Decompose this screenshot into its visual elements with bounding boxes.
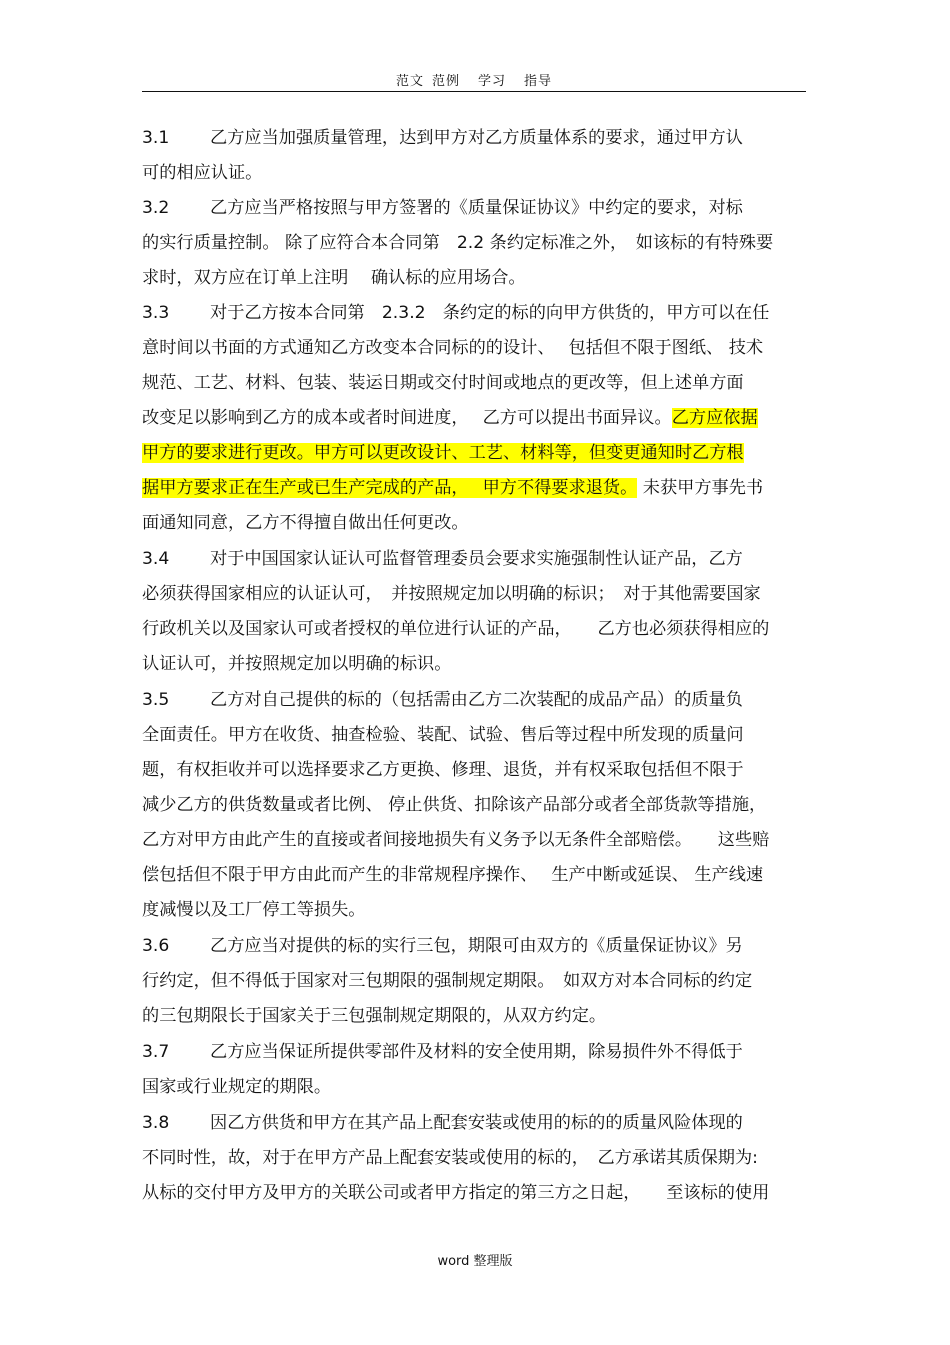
- header-item: 范例: [431, 74, 460, 89]
- clause-number: 3.4: [142, 549, 170, 569]
- clause-number: 3.5: [142, 690, 170, 710]
- clause-3-3-line: 3.3 对于乙方按本合同第 2.3.2 条约定的标的向甲方供货的，甲方可以在任: [142, 296, 806, 331]
- header-item: 指导: [524, 74, 553, 89]
- clause-number: 3.8: [142, 1113, 170, 1133]
- clause-3-5-line: 度减慢以及工厂停工等损失。: [142, 900, 366, 920]
- clause-3-6-line: 3.6 乙方应当对提供的标的实行三包，期限可由双方的《质量保证协议》另: [142, 929, 806, 964]
- clause-3-3-line: 规范、工艺、材料、包装、装运日期或交付时间或地点的更改等，但上述单方面: [142, 373, 744, 393]
- clause-3-4-line: 认证认可，并按照规定加以明确的标识。: [142, 654, 452, 674]
- clause-3-2-line: 求时，双方应在订单上注明 确认标的应用场合。: [142, 268, 526, 288]
- clause-3-2-line: 的实行质量控制。 除了应符合本合同第 2.2 条约定标准之外， 如该标的有特殊要: [142, 233, 774, 253]
- page-footer: word 整理版: [437, 1254, 513, 1269]
- clause-3-6-line: 行约定，但不得低于国家对三包期限的强制规定期限。 如双方对本合同标的约定: [142, 971, 753, 991]
- clause-3-6-line: 的三包期限长于国家关于三包强制规定期限的，从双方约定。: [142, 1006, 607, 1026]
- clause-3-4-line: 必须获得国家相应的认证认可， 并按照规定加以明确的标识； 对于其他需要国家: [142, 584, 761, 604]
- clause-number: 3.6: [142, 936, 170, 956]
- clause-number: 3.1: [142, 128, 170, 148]
- clause-3-4-line: 3.4 对于中国国家认证认可监督管理委员会要求实施强制性认证产品，乙方: [142, 542, 806, 577]
- header-item: 范文: [395, 74, 424, 89]
- clause-3-3-line: 据甲方要求正在生产或已生产完成的产品， 甲方不得要求退货。 未获甲方事先书: [142, 478, 764, 498]
- clause-number: 3.3: [142, 303, 170, 323]
- highlighted-text: 甲方的要求进行更改。甲方可以更改设计、工艺、材料等，但变更通知时乙方根: [142, 443, 744, 463]
- clause-3-2-line: 3.2 乙方应当严格按照与甲方签署的《质量保证协议》中约定的要求，对标: [142, 191, 806, 226]
- clause-3-5-line: 3.5 乙方对自己提供的标的（包括需由乙方二次装配的成品产品）的质量负: [142, 683, 806, 718]
- clause-3-5-line: 偿包括但不限于甲方由此而产生的非常规程序操作、 生产中断或延误、 生产线速: [142, 865, 764, 885]
- page-header: [142, 70, 806, 89]
- highlighted-text: 乙方应依据: [671, 408, 758, 428]
- header-item: 学习: [478, 74, 507, 89]
- clause-3-1-line: 3.1 乙方应当加强质量管理，达到甲方对乙方质量体系的要求，通过甲方认: [142, 121, 806, 156]
- clause-3-8-line: 3.8 因乙方供货和甲方在其产品上配套安装或使用的标的的质量风险体现的: [142, 1106, 806, 1141]
- clause-3-8-line: 从标的交付甲方及甲方的关联公司或者甲方指定的第三方之日起， 至该标的使用: [142, 1183, 770, 1203]
- clause-3-3-line: [142, 436, 806, 471]
- clause-3-1-line: 可的相应认证。: [142, 163, 263, 183]
- clause-3-7-line: 3.7 乙方应当保证所提供零部件及材料的安全使用期，除易损件外不得低于: [142, 1035, 806, 1070]
- header-rule: [142, 91, 806, 92]
- clause-3-5-line: 题，有权拒收并可以选择要求乙方更换、修理、退货，并有权采取包括但不限于: [142, 760, 744, 780]
- clause-3-4-line: 行政机关以及国家认可或者授权的单位进行认证的产品， 乙方也必须获得相应的: [142, 619, 770, 639]
- clause-3-7-line: 国家或行业规定的期限。: [142, 1077, 332, 1097]
- highlighted-text: 据甲方要求正在生产或已生产完成的产品， 甲方不得要求退货。: [142, 478, 638, 498]
- clause-3-3-line: 面通知同意，乙方不得擅自做出任何更改。: [142, 513, 469, 533]
- clause-3-8-line: 不同时性，故，对于在甲方产品上配套安装或使用的标的， 乙方承诺其质保期为:: [142, 1148, 758, 1168]
- clause-3-3-line: 意时间以书面的方式通知乙方改变本合同标的的设计、 包括但不限于图纸、 技术: [142, 338, 764, 358]
- clause-number: 3.2: [142, 198, 170, 218]
- clause-3-3-line: 改变足以影响到乙方的成本或者时间进度， 乙方可以提出书面异议。乙方应依据: [142, 408, 758, 428]
- clause-number: 3.7: [142, 1042, 170, 1062]
- clause-3-5-line: 全面责任。甲方在收货、抽查检验、装配、试验、售后等过程中所发现的质量问: [142, 725, 744, 745]
- clause-3-5-line: 乙方对甲方由此产生的直接或者间接地损失有义务予以无条件全部赔偿。 这些赔: [142, 830, 770, 850]
- clause-3-5-line: 减少乙方的供货数量或者比例、 停止供货、扣除该产品部分或者全部货款等措施，: [142, 795, 767, 815]
